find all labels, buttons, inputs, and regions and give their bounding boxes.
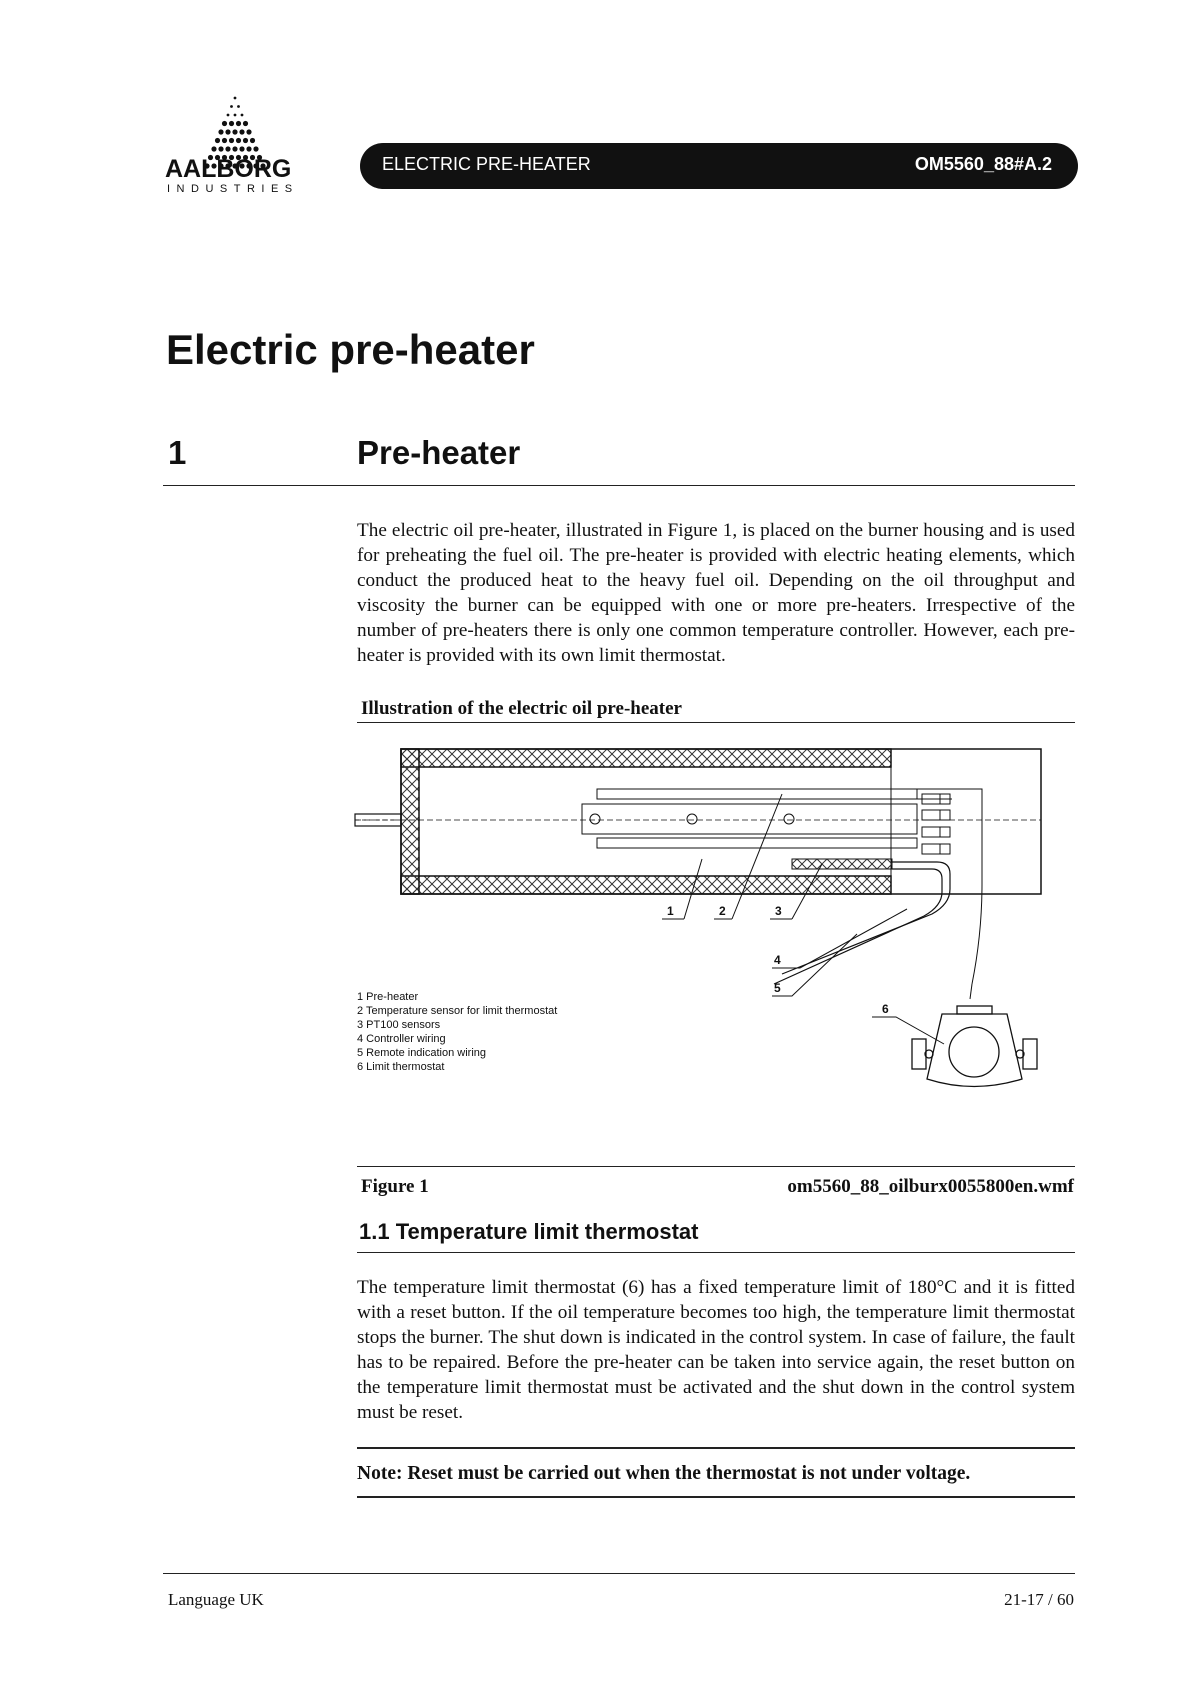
legend-item: 4 Controller wiring (357, 1033, 446, 1045)
limit-thermostat (912, 1006, 1037, 1087)
subsection-title: 1.1 Temperature limit thermostat (359, 1219, 699, 1244)
header-banner (360, 143, 1078, 189)
section-rule (163, 485, 1075, 486)
legend-item: 6 Limit thermostat (357, 1061, 445, 1073)
callout-2: 2 (719, 904, 726, 918)
legend-item: 3 PT100 sensors (357, 1019, 441, 1031)
page-number: 21-17 / 60 (1004, 1590, 1074, 1609)
figure-caption-rule (357, 1166, 1075, 1167)
callout-3: 3 (775, 904, 782, 918)
figure-legend (357, 990, 557, 1074)
note-bottom-rule (357, 1496, 1075, 1498)
callout-6: 6 (882, 1002, 889, 1016)
subsection-rule (357, 1252, 1075, 1253)
callout-leaders (662, 794, 944, 1044)
footer-rule (163, 1573, 1075, 1574)
heating-elements (582, 789, 952, 854)
legend-item: 1 Pre-heater (357, 991, 419, 1003)
intro-paragraph: The electric oil pre-heater, illustrated in Figure 1, is placed on the burner housing and is used for preheating the fuel oil. The pre-heater is provided with electric heating elements, which conduct the produced heat to the heavy fuel oil. Depending on the oil throughput and viscosity the burner can be equipped with one or more pre-heaters. Irrespective of the number of pre-heaters there is only one common temperature controller. However, each pre-heater is provided with its own limit thermostat. (357, 520, 1075, 666)
footer-language: Language UK (168, 1590, 264, 1609)
figure-heading-rule (357, 722, 1075, 723)
thermostat-paragraph: The temperature limit thermostat (6) has a fixed temperature limit of 180°C and it is fitted with a reset button. If the oil temperature becomes too high, the temperature limit thermostat stops the burner. The shut down is indicated in the control system. In case of failure, the fault has to be repaired. Before the pre-heater can be taken into service again, the reset button on the temperature limit thermostat must be activated and the shut down in the control system must be reset. (357, 1277, 1075, 1423)
section-number: 1 (168, 434, 187, 471)
figure-heading: Illustration of the electric oil pre-heater (361, 698, 682, 719)
callout-4: 4 (774, 953, 781, 967)
note-top-rule (357, 1447, 1075, 1449)
figure-filename: om5560_88_oilburx0055800en.wmf (787, 1176, 1074, 1197)
brand-name: AALBORG (165, 155, 292, 183)
page-title: Electric pre-heater (166, 326, 535, 373)
callout-5: 5 (774, 981, 781, 995)
legend-item: 2 Temperature sensor for limit thermostat (357, 1005, 558, 1017)
note-text: Note: Reset must be carried out when the thermostat is not under voltage. (357, 1463, 971, 1484)
heater-housing (401, 749, 1041, 894)
thermostat-wiring (952, 789, 982, 984)
document-code: OM5560_88#A.2 (914, 154, 1052, 174)
banner-title: ELECTRIC PRE-HEATER (382, 154, 591, 174)
legend-item: 5 Remote indication wiring (357, 1047, 487, 1059)
brand-subtitle: INDUSTRIES (167, 183, 299, 195)
figure-label: Figure 1 (361, 1176, 429, 1197)
section-title: Pre-heater (357, 434, 521, 471)
callout-1: 1 (667, 904, 674, 918)
